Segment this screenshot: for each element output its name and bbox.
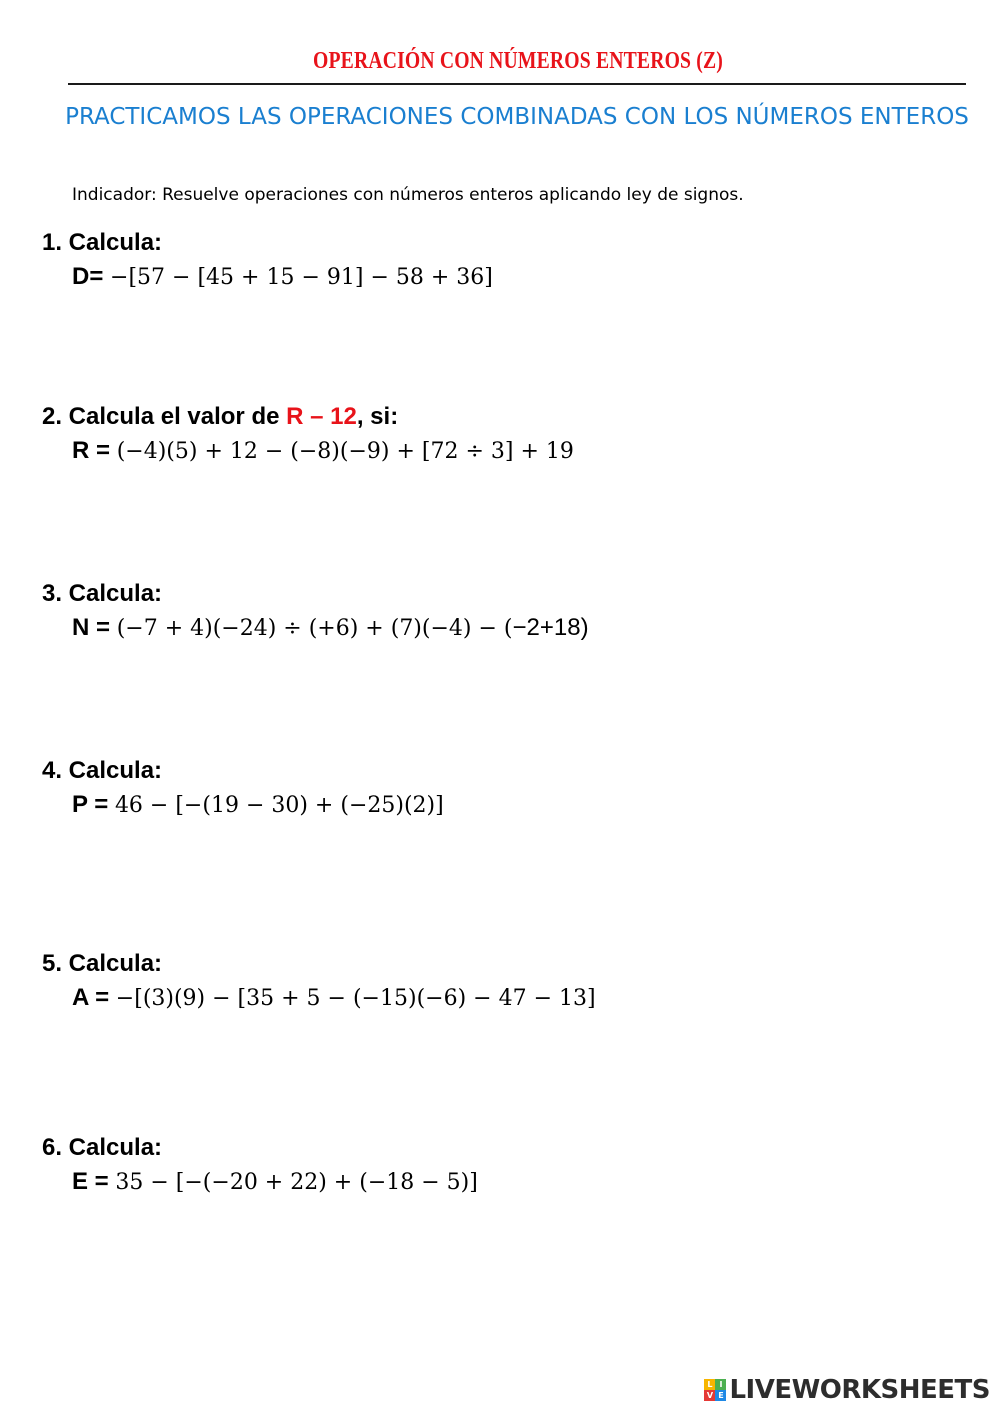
exercise-1 [42, 228, 942, 293]
exercise-3-expression-tail: −2+18) [512, 614, 589, 641]
exercise-1-expression-line [72, 262, 942, 293]
exercise-2-heading-suffix: , si: [356, 403, 399, 430]
exercise-1-heading: 1. Calcula: [42, 229, 163, 256]
exercise-6 [42, 1133, 942, 1198]
exercise-4-variable: P = [72, 791, 109, 818]
exercise-6-expression-line [72, 1167, 942, 1198]
logo-tile-l: L [704, 1379, 715, 1390]
exercise-2-expression-line [72, 436, 942, 467]
page-title: OPERACIÓN CON NÚMEROS ENTEROS (Z) [313, 48, 723, 74]
title-divider [68, 83, 966, 85]
exercise-3-expression-main: (−7 + 4)(−24) ÷ (+6) + (7)(−4) − ( [116, 616, 513, 641]
exercise-3-variable: N = [72, 614, 111, 641]
exercise-5-heading: 5. Calcula: [42, 950, 163, 977]
exercise-6-expression: 35 − [−(−20 + 22) + (−18 − 5)] [115, 1170, 478, 1195]
exercise-5-variable: A = [72, 984, 110, 1011]
logo-tile-v: V [704, 1390, 715, 1401]
exercise-2 [42, 402, 942, 467]
exercise-2-heading-prefix: 2. Calcula el valor de [42, 403, 287, 430]
exercise-3 [42, 579, 942, 644]
exercise-6-variable: E = [72, 1168, 109, 1195]
exercise-4-expression-line [72, 790, 942, 821]
exercise-1-expression: −[57 − [45 + 15 − 91] − 58 + 36] [110, 265, 493, 290]
exercise-2-variable: R = [72, 437, 111, 464]
exercise-4-expression: 46 − [−(19 − 30) + (−25)(2)] [114, 793, 444, 818]
liveworksheets-watermark [704, 1375, 990, 1405]
exercise-2-heading-highlight: R – 12 [286, 403, 357, 430]
logo-tile-e: E [715, 1390, 726, 1401]
exercise-3-expression [117, 616, 589, 641]
exercise-2-expression: (−4)(5) + 12 − (−8)(−9) + [72 ÷ 3] + 19 [116, 439, 574, 464]
exercise-3-heading: 3. Calcula: [42, 580, 163, 607]
liveworksheets-logo-text: LIVEWORKSHEETS [729, 1375, 990, 1405]
exercise-5-expression-line [72, 983, 942, 1014]
logo-tile-i: I [715, 1379, 726, 1390]
exercise-4 [42, 756, 942, 821]
liveworksheets-logo-icon [704, 1379, 726, 1401]
exercise-4-heading: 4. Calcula: [42, 757, 163, 784]
page-subtitle: PRACTICAMOS LAS OPERACIONES COMBINADAS CON LOS NÚMEROS ENTEROS [65, 104, 969, 130]
exercise-6-heading: 6. Calcula: [42, 1134, 163, 1161]
exercise-1-variable: D= [72, 263, 104, 290]
indicator-text: Indicador: Resuelve operaciones con números enteros aplicando ley de signos. [72, 185, 744, 205]
exercise-5 [42, 949, 942, 1014]
exercise-5-expression: −[(3)(9) − [35 + 5 − (−15)(−6) − 47 − 13] [115, 986, 596, 1011]
exercise-3-expression-line [72, 613, 942, 644]
exercise-2-heading [42, 402, 942, 432]
